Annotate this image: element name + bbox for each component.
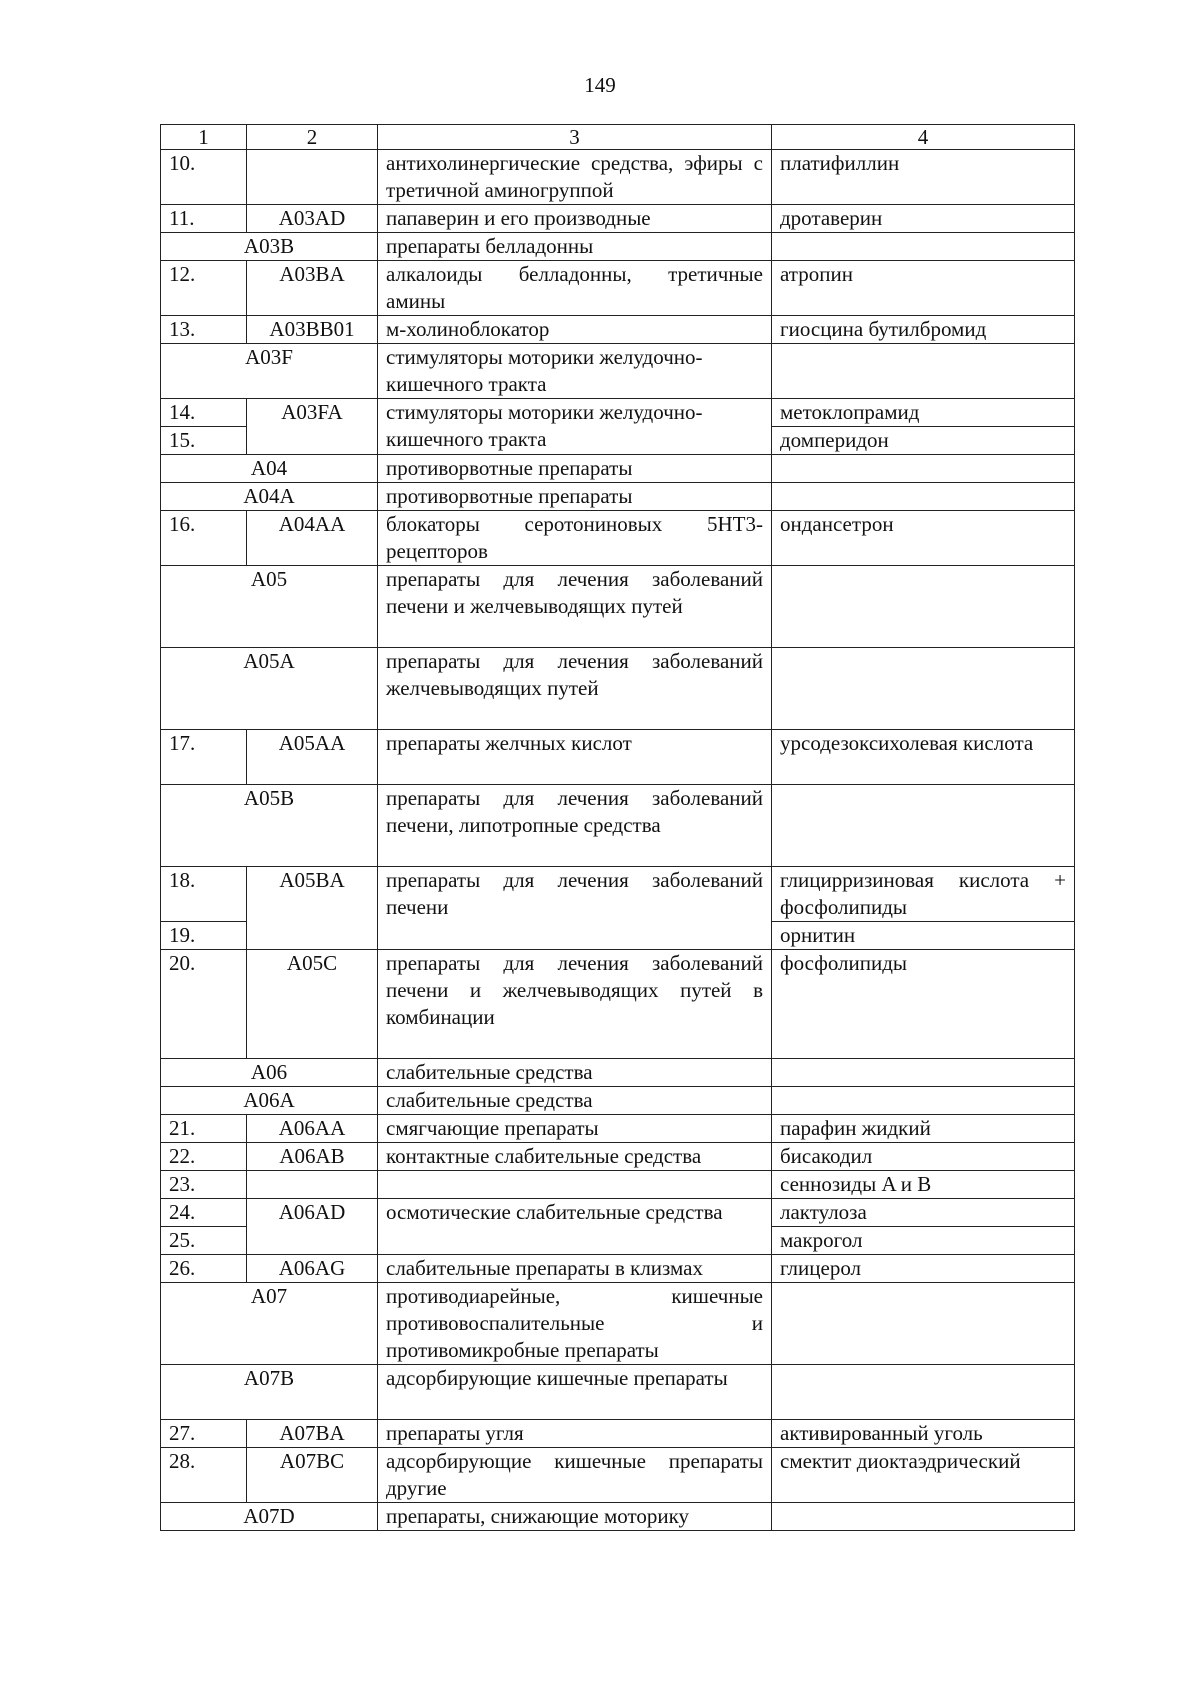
atc-group-code: A07B <box>161 1365 378 1420</box>
drug-classification-table <box>160 124 1075 1531</box>
group-row <box>161 785 1075 867</box>
drug-name <box>772 785 1075 867</box>
drug-name: орнитин <box>772 922 1075 950</box>
table-row <box>161 1255 1075 1283</box>
group-row <box>161 1087 1075 1115</box>
group-row <box>161 344 1075 399</box>
atc-code: A03BB01 <box>247 316 378 344</box>
drug-name: лактулоза <box>772 1199 1075 1227</box>
header-cell: 1 <box>161 125 247 150</box>
drug-name <box>772 344 1075 399</box>
group-description: препараты, снижающие моторику <box>378 1503 772 1531</box>
group-row <box>161 483 1075 511</box>
group-description: стимуляторы моторики желудочно-кишечного тракта <box>378 344 772 399</box>
atc-code <box>247 1171 378 1199</box>
group-description: стимуляторы моторики желудочно-кишечного тракта <box>378 399 772 455</box>
atc-code: A06AB <box>247 1143 378 1171</box>
group-description <box>378 1171 772 1199</box>
row-number: 16. <box>161 511 247 566</box>
group-row <box>161 1365 1075 1420</box>
atc-group-code: A05 <box>161 566 378 648</box>
group-description: препараты для лечения заболеваний печени <box>378 867 772 950</box>
group-description: препараты для лечения заболеваний желчевыводящих путей <box>378 648 772 730</box>
atc-code: A03BA <box>247 261 378 316</box>
group-description: препараты для лечения заболеваний печени и желчевыводящих путей <box>378 566 772 648</box>
drug-name: дротаверин <box>772 205 1075 233</box>
atc-code: A05C <box>247 950 378 1059</box>
drug-name <box>772 1087 1075 1115</box>
drug-name: парафин жидкий <box>772 1115 1075 1143</box>
drug-name: сеннозиды A и B <box>772 1171 1075 1199</box>
row-number: 24. <box>161 1199 247 1227</box>
header-cell: 4 <box>772 125 1075 150</box>
group-description: препараты для лечения заболеваний печени и желчевыводящих путей в комбинации <box>378 950 772 1059</box>
group-row <box>161 566 1075 648</box>
drug-name: глицирризиновая кислота + фосфолипиды <box>772 867 1075 922</box>
group-row <box>161 1283 1075 1365</box>
drug-name <box>772 566 1075 648</box>
row-number: 17. <box>161 730 247 785</box>
header-cell: 3 <box>378 125 772 150</box>
group-description: препараты для лечения заболеваний печени, липотропные средства <box>378 785 772 867</box>
atc-code: A03AD <box>247 205 378 233</box>
drug-name <box>772 1059 1075 1087</box>
drug-name: глицерол <box>772 1255 1075 1283</box>
group-description: папаверин и его производные <box>378 205 772 233</box>
drug-name: домперидон <box>772 427 1075 455</box>
row-number: 20. <box>161 950 247 1059</box>
group-row <box>161 455 1075 483</box>
row-number: 26. <box>161 1255 247 1283</box>
table-row <box>161 730 1075 785</box>
row-number: 28. <box>161 1448 247 1503</box>
drug-name <box>772 1365 1075 1420</box>
atc-group-code: A07 <box>161 1283 378 1365</box>
table-row <box>161 399 1075 427</box>
group-row <box>161 1059 1075 1087</box>
group-description: слабительные средства <box>378 1059 772 1087</box>
atc-code: A04AA <box>247 511 378 566</box>
group-description: противорвотные препараты <box>378 455 772 483</box>
group-description: контактные слабительные средства <box>378 1143 772 1171</box>
group-description: м-холиноблокатор <box>378 316 772 344</box>
row-number: 22. <box>161 1143 247 1171</box>
table-row <box>161 950 1075 1059</box>
row-number: 25. <box>161 1227 247 1255</box>
row-number: 21. <box>161 1115 247 1143</box>
row-number: 18. <box>161 867 247 922</box>
drug-name <box>772 1283 1075 1365</box>
row-number: 15. <box>161 427 247 455</box>
atc-group-code: A06 <box>161 1059 378 1087</box>
drug-name: метоклопрамид <box>772 399 1075 427</box>
group-description: антихолинергические средства, эфиры с третичной аминогруппой <box>378 150 772 205</box>
group-description: адсорбирующие кишечные препараты другие <box>378 1448 772 1503</box>
drug-name: платифиллин <box>772 150 1075 205</box>
row-number: 23. <box>161 1171 247 1199</box>
table-row <box>161 205 1075 233</box>
group-row <box>161 233 1075 261</box>
atc-code: A06AA <box>247 1115 378 1143</box>
group-description: адсорбирующие кишечные препараты <box>378 1365 772 1420</box>
drug-name <box>772 483 1075 511</box>
group-description: слабительные средства <box>378 1087 772 1115</box>
drug-name: атропин <box>772 261 1075 316</box>
row-number: 14. <box>161 399 247 427</box>
table-row <box>161 261 1075 316</box>
atc-group-code: A06A <box>161 1087 378 1115</box>
atc-code: A06AD <box>247 1199 378 1255</box>
group-description: смягчающие препараты <box>378 1115 772 1143</box>
row-number: 19. <box>161 922 247 950</box>
header-cell: 2 <box>247 125 378 150</box>
group-row <box>161 648 1075 730</box>
drug-name <box>772 648 1075 730</box>
drug-name: бисакодил <box>772 1143 1075 1171</box>
table-row <box>161 316 1075 344</box>
atc-group-code: A03B <box>161 233 378 261</box>
atc-code <box>247 150 378 205</box>
table-row <box>161 1115 1075 1143</box>
drug-name <box>772 233 1075 261</box>
drug-name: гиосцина бутилбромид <box>772 316 1075 344</box>
table-row <box>161 1143 1075 1171</box>
atc-group-code: A05A <box>161 648 378 730</box>
table-row <box>161 1420 1075 1448</box>
atc-group-code: A03F <box>161 344 378 399</box>
group-description: препараты белладонны <box>378 233 772 261</box>
group-description: слабительные препараты в клизмах <box>378 1255 772 1283</box>
row-number: 13. <box>161 316 247 344</box>
header-row <box>161 125 1075 150</box>
atc-group-code: A04 <box>161 455 378 483</box>
row-number: 12. <box>161 261 247 316</box>
atc-code: A05AA <box>247 730 378 785</box>
atc-code: A07BC <box>247 1448 378 1503</box>
group-description: противодиарейные, кишечные противовоспалительные и противомикробные препараты <box>378 1283 772 1365</box>
drug-name: ондансетрон <box>772 511 1075 566</box>
group-description: препараты угля <box>378 1420 772 1448</box>
atc-group-code: A05B <box>161 785 378 867</box>
row-number: 11. <box>161 205 247 233</box>
page-number: 149 <box>584 73 616 97</box>
table-row <box>161 150 1075 205</box>
atc-code: A06AG <box>247 1255 378 1283</box>
group-description: противорвотные препараты <box>378 483 772 511</box>
atc-code: A05BA <box>247 867 378 950</box>
group-description: осмотические слабительные средства <box>378 1199 772 1255</box>
drug-name: макрогол <box>772 1227 1075 1255</box>
table-row <box>161 1199 1075 1227</box>
atc-code: A03FA <box>247 399 378 455</box>
drug-name <box>772 455 1075 483</box>
table-row <box>161 867 1075 922</box>
drug-name: фосфолипиды <box>772 950 1075 1059</box>
group-description: препараты желчных кислот <box>378 730 772 785</box>
table-row <box>161 1171 1075 1199</box>
table-row <box>161 1448 1075 1503</box>
drug-name <box>772 1503 1075 1531</box>
row-number: 27. <box>161 1420 247 1448</box>
atc-code: A07BA <box>247 1420 378 1448</box>
drug-name: урсодезоксихолевая кислота <box>772 730 1075 785</box>
atc-group-code: A04A <box>161 483 378 511</box>
row-number: 10. <box>161 150 247 205</box>
drug-name: смектит диоктаэдрический <box>772 1448 1075 1503</box>
group-description: алкалоиды белладонны, третичные амины <box>378 261 772 316</box>
group-row <box>161 1503 1075 1531</box>
atc-group-code: A07D <box>161 1503 378 1531</box>
group-description: блокаторы серотониновых 5HT3-рецепторов <box>378 511 772 566</box>
drug-name: активированный уголь <box>772 1420 1075 1448</box>
table-row <box>161 511 1075 566</box>
